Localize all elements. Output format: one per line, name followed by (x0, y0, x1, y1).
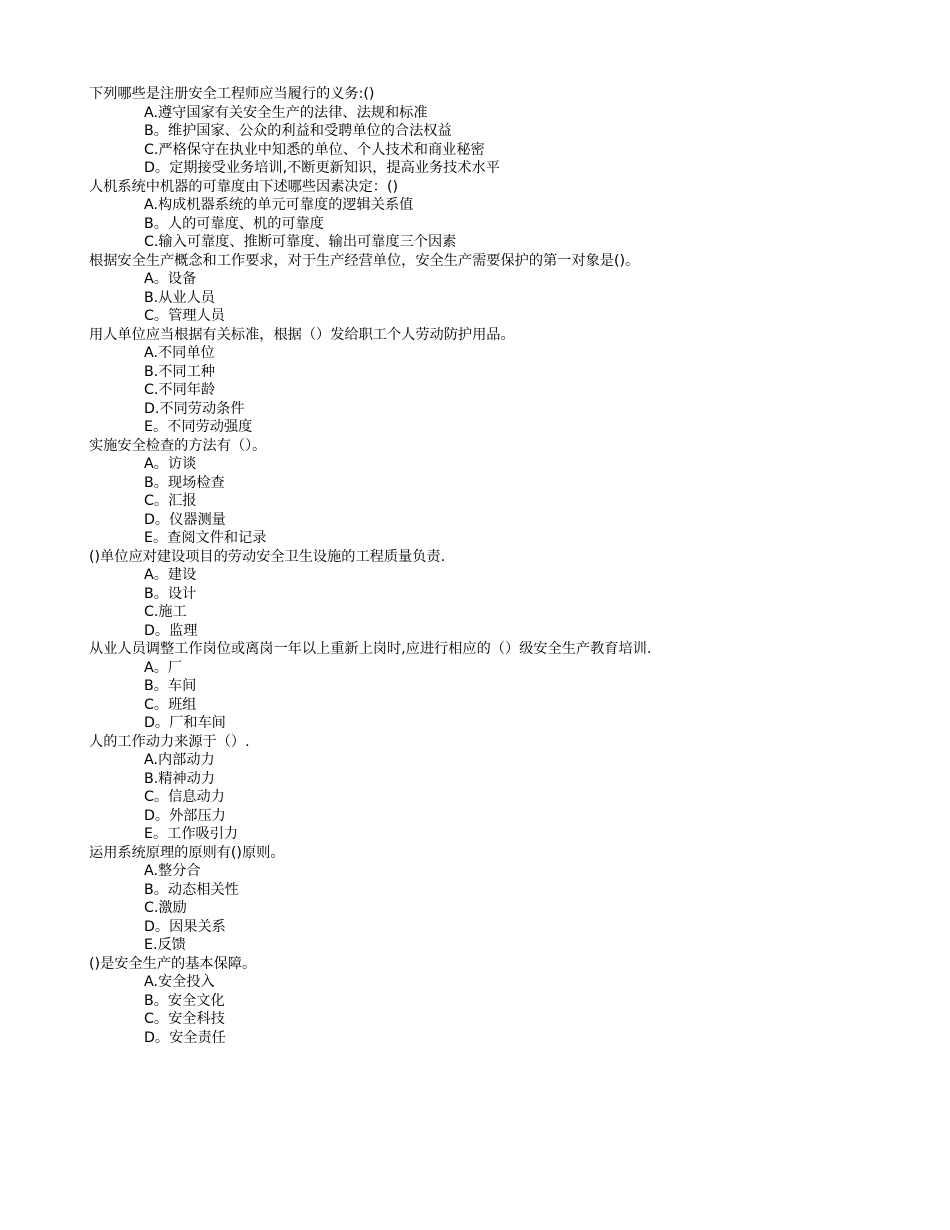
option-a: A.构成机器系统的单元可靠度的逻辑关系值 (144, 197, 414, 213)
option-d: D。因果关系 (144, 918, 226, 935)
option-a: A。设备 (144, 271, 197, 287)
option-a: A.整分合 (144, 863, 201, 879)
option-a: A。访谈 (144, 456, 197, 472)
option-c: C。汇报 (144, 493, 197, 509)
option-e: E。工作吸引力 (144, 826, 239, 842)
option-c: C.施工 (144, 604, 187, 620)
option-b: B。车间 (144, 678, 197, 694)
option-c: C.严格保守在执业中知悉的单位、个人技术和商业秘密 (144, 141, 485, 158)
question-1 (89, 85, 929, 178)
question-text: 根据安全生产概念和工作要求，对于生产经营单位，安全生产需要保护的第一对象是()。 (89, 252, 640, 269)
question-9 (89, 844, 929, 955)
question-4 (89, 326, 929, 437)
option-a: A。厂 (144, 659, 183, 676)
option-d: D.不同劳动条件 (144, 400, 245, 417)
question-text: 用人单位应当根据有关标准，根据（）发给职工个人劳动防护用品。 (89, 326, 515, 343)
question-6 (89, 548, 929, 641)
question-7 (89, 640, 929, 733)
option-a: A.安全投入 (144, 974, 215, 990)
option-c: C.不同年龄 (144, 382, 216, 398)
option-a: A.不同单位 (144, 345, 215, 361)
option-b: B。设计 (144, 585, 197, 602)
option-d: D。定期接受业务培训,不断更新知识，提高业务技术水平 (144, 160, 500, 176)
option-c: C.激励 (144, 900, 187, 916)
question-8 (89, 733, 929, 844)
option-b: B。现场检查 (144, 474, 225, 491)
option-b: B.不同工种 (144, 363, 215, 380)
option-e: E.反馈 (144, 937, 186, 953)
option-e: E。不同劳动强度 (144, 419, 253, 435)
option-d: D。安全责任 (144, 1029, 226, 1046)
option-b: B。维护国家、公众的利益和受聘单位的合法权益 (144, 123, 452, 139)
option-c: C。班组 (144, 696, 197, 713)
option-e: E。查阅文件和记录 (144, 530, 267, 546)
option-c: C。安全科技 (144, 1011, 225, 1027)
question-text: 实施安全检查的方法有（）。 (89, 437, 267, 454)
option-d: D。仪器测量 (144, 511, 226, 528)
option-b: B。人的可靠度、机的可靠度 (144, 215, 324, 232)
option-d: D。厂和车间 (144, 715, 226, 731)
question-text: 从业人员调整工作岗位或离岗一年以上重新上岗时,应进行相应的（）级安全生产教育培训. (89, 641, 652, 657)
option-c: C。管理人员 (144, 308, 225, 324)
question-text: ()是安全生产的基本保障。 (89, 955, 257, 972)
option-a: A。建设 (144, 567, 197, 583)
document-body (89, 85, 929, 1047)
option-d: D。外部压力 (144, 807, 226, 824)
question-text: ()单位应对建设项目的劳动安全卫生设施的工程质量负责. (89, 548, 446, 565)
question-text: 人机系统中机器的可靠度由下述哪些因素决定：() (89, 178, 399, 195)
option-c: C。信息动力 (144, 789, 225, 805)
option-b: B。安全文化 (144, 992, 225, 1009)
option-b: B.从业人员 (144, 289, 215, 306)
option-b: B。动态相关性 (144, 881, 239, 898)
question-text: 下列哪些是注册安全工程师应当履行的义务:() (89, 86, 375, 102)
option-d: D。监理 (144, 622, 198, 639)
question-3 (89, 252, 929, 326)
question-10 (89, 955, 929, 1048)
question-text: 人的工作动力来源于（）. (89, 733, 250, 750)
option-c: C.输入可靠度、推断可靠度、输出可靠度三个因素 (144, 234, 457, 250)
option-b: B.精神动力 (144, 770, 215, 787)
question-text: 运用系统原理的原则有()原则。 (89, 844, 285, 861)
question-2 (89, 178, 929, 252)
option-a: A.内部动力 (144, 752, 215, 768)
question-5 (89, 437, 929, 548)
option-a: A.遵守国家有关安全生产的法律、法规和标准 (144, 104, 428, 121)
